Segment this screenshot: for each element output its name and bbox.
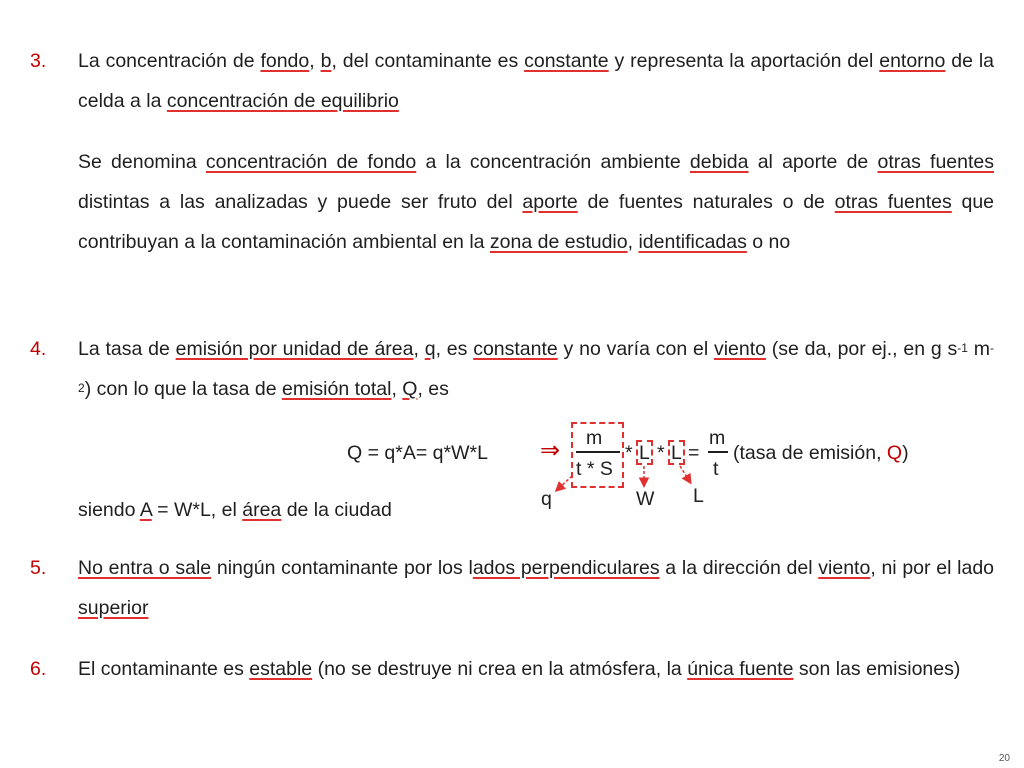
item-3-text: La concentración de fondo, b, del contaminante es constante y representa la aportación del entorno de la celda a la concentración de equilibrio xyxy=(78,50,994,112)
arrow-to-q xyxy=(557,476,572,490)
multiply-sign-1: * xyxy=(625,442,633,464)
l-dashed-box xyxy=(668,440,685,465)
item-3-number: 3. xyxy=(30,50,47,72)
fraction-1-denominator: t * S xyxy=(576,458,613,480)
fraction-1-numerator: m xyxy=(586,427,603,449)
item-4-text: La tasa de emisión por unidad de área, q, es constante y no varía con el viento (se da, por ej., en g $s^{-1}$ $m^{-2}$) con lo que la tasa de emisión total, Q, es xyxy=(78,338,994,400)
w-dashed-box xyxy=(636,440,653,465)
fraction-2-bar xyxy=(708,451,728,453)
multiply-sign-2: * xyxy=(657,442,665,464)
item-4-number: 4. xyxy=(30,338,47,360)
item-5-number: 5. xyxy=(30,557,47,579)
length-L-1: L xyxy=(639,442,650,464)
item-6-text: El contaminante es estable (no se destruye ni crea en la atmósfera, la única fuente son las emisiones) xyxy=(78,658,961,680)
equation-lhs: Q = q*A= q*W*L xyxy=(347,442,488,464)
label-q: q xyxy=(541,488,552,510)
length-L-2: L xyxy=(671,442,682,464)
label-W: W xyxy=(636,488,655,510)
implies-arrow-icon: ⇒ xyxy=(540,437,561,464)
fraction-2-denominator: t xyxy=(713,458,719,480)
area-definition: siendo A = W*L, el área de la ciudad xyxy=(78,499,392,521)
item-6-number: 6. xyxy=(30,658,47,680)
page-number: 20 xyxy=(998,753,1010,764)
q-dashed-box xyxy=(571,422,624,488)
background-concentration-paragraph: Se denomina concentración de fondo a la concentración ambiente debida al aporte de otras fuentes distintas a las analizadas y puede ser fruto del aporte de fuentes naturales o de otras fuentes que contribuyan a la contaminación ambiental en la zona de estudio, identificadas o no xyxy=(78,151,995,253)
fraction-2-numerator: m xyxy=(709,427,726,449)
equation-tail: (tasa de emisión, Q) xyxy=(733,442,909,464)
arrow-to-L xyxy=(680,466,690,482)
label-L: L xyxy=(693,485,704,507)
equals-sign: = xyxy=(688,442,700,464)
item-5-text: No entra o sale ningún contaminante por los lados perpendiculares a la dirección del viento, ni por el lado superior xyxy=(78,557,995,619)
